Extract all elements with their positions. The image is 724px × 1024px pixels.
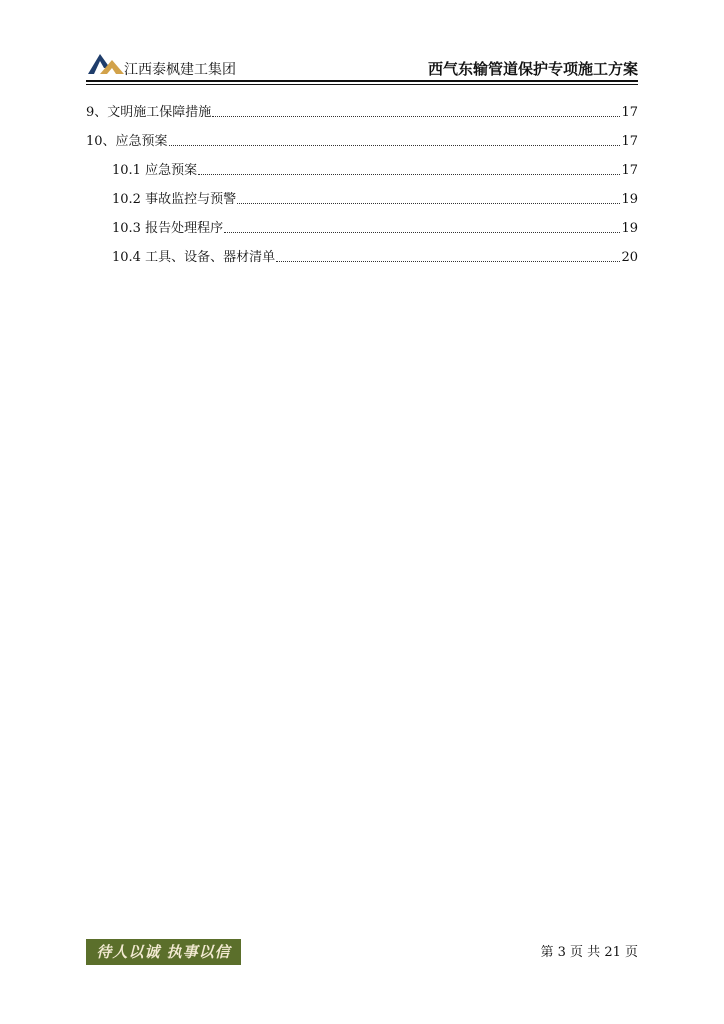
toc-subentry[interactable] <box>86 179 638 208</box>
toc-leader-dots <box>237 202 620 204</box>
toc-leader-dots <box>224 231 620 233</box>
company-logo-icon <box>86 52 126 76</box>
toc-entry[interactable] <box>86 121 638 150</box>
page-header <box>86 50 638 80</box>
toc-entry-page: 20 <box>621 250 638 265</box>
company-name: 江西泰枫建工集团 <box>124 62 236 78</box>
toc-entry-label: 10.2 事故监控与预警 <box>112 192 237 207</box>
toc-entry-label: 9、文明施工保障措施 <box>86 105 212 120</box>
toc-entry-label: 10、应急预案 <box>86 134 168 149</box>
document-title: 西气东输管道保护专项施工方案 <box>427 60 638 78</box>
toc-entry-page: 17 <box>621 134 638 149</box>
header-divider <box>86 80 638 82</box>
toc-entry-label: 10.3 报告处理程序 <box>112 221 224 236</box>
toc-leader-dots <box>212 115 620 117</box>
toc-entry-label: 10.4 工具、设备、器材清单 <box>112 250 276 265</box>
toc-entry[interactable] <box>86 92 638 121</box>
toc-entry-page: 17 <box>621 163 638 178</box>
toc-entry-label: 10.1 应急预案 <box>112 163 198 178</box>
toc-leader-dots <box>169 144 621 146</box>
toc-entry-page: 19 <box>621 192 638 207</box>
toc-leader-dots <box>276 260 620 262</box>
toc-subentry[interactable] <box>86 237 638 266</box>
header-divider-thin <box>86 84 638 85</box>
page-indicator: 第 3 页 共 21 页 <box>540 945 638 960</box>
toc-subentry[interactable] <box>86 150 638 179</box>
toc-subentry[interactable] <box>86 208 638 237</box>
toc-entry-page: 19 <box>621 221 638 236</box>
table-of-contents <box>86 92 638 266</box>
toc-leader-dots <box>198 173 620 175</box>
toc-entry-page: 17 <box>621 105 638 120</box>
footer-motto-banner: 待人以诚 执事以信 <box>86 939 241 965</box>
